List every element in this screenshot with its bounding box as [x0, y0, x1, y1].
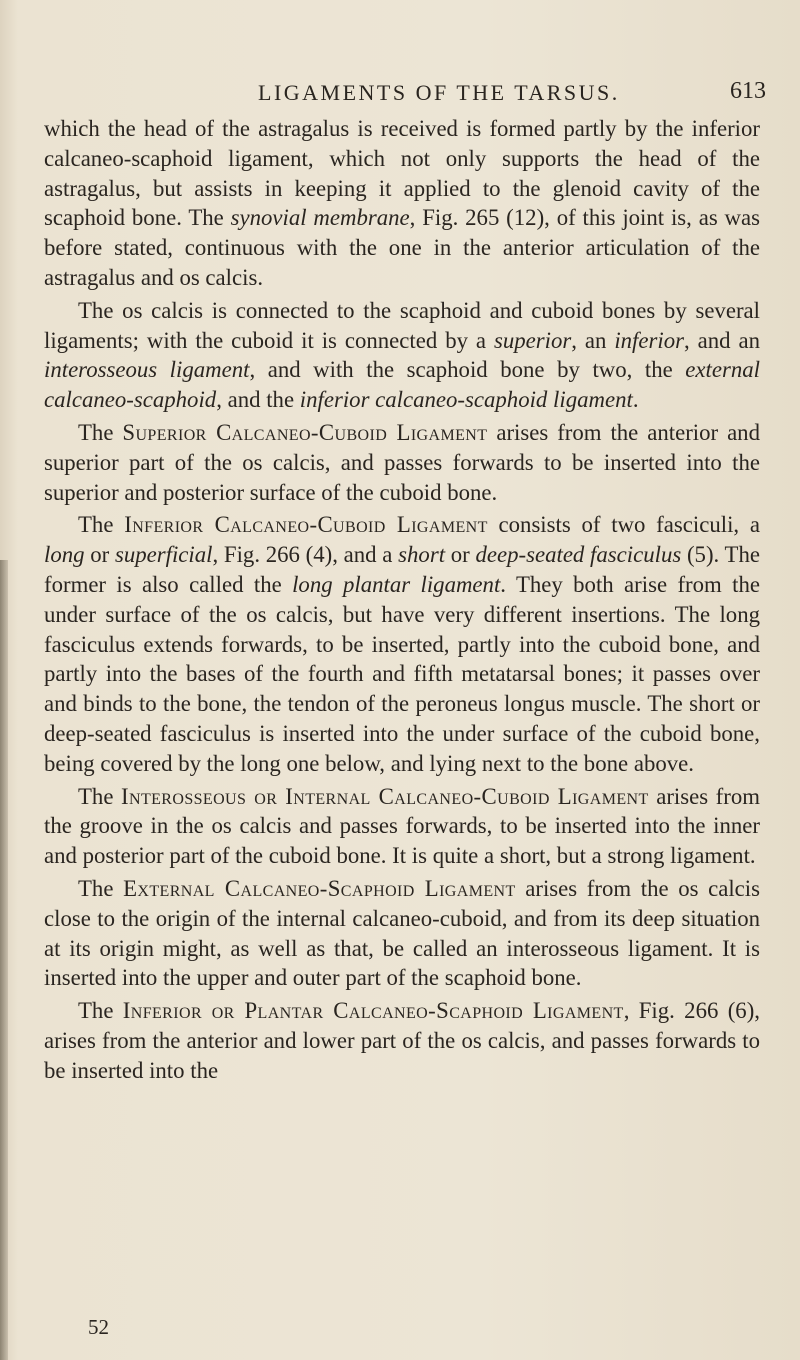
paragraph: [44, 782, 760, 871]
italic-term: interosseous ligament: [44, 357, 250, 383]
text-run: which the head of the astragalus is received is formed partly by the inferior calcaneo-scaphoid ligament, which not only supports the head of the astragalus, but assists in keeping it applied to the glenoid cavity of the scaphoid bone. The: [44, 116, 760, 231]
text-run: The: [78, 998, 123, 1024]
italic-term: deep-seated fasciculus: [475, 542, 682, 568]
italic-term: long plantar ligament: [292, 571, 501, 597]
paragraph: [44, 296, 760, 415]
italic-term: long: [44, 542, 85, 568]
text-run: The: [78, 419, 123, 445]
text-run: or: [84, 542, 115, 568]
ligament-heading: Inferior or Plantar Calcaneo-Scaphoid Ligament: [122, 998, 624, 1024]
italic-term: synovial membrane: [230, 205, 410, 231]
text-run: , and with the scaphoid bone by two, the: [249, 357, 686, 383]
text-run: The: [78, 783, 122, 809]
paragraph: [44, 874, 760, 993]
ligament-heading: Superior Calcaneo-Cuboid Ligament: [122, 419, 488, 445]
text-run: The os calcis is connected to the scaphoid and cuboid bones by several ligaments; with the cuboid it is connected by a: [44, 297, 760, 353]
text-run: , Fig. 266 (6), arises from the anterior and lower part of the os calcis, and passes forwards to be inserted into the: [44, 998, 760, 1083]
ligament-heading: Inferior Calcaneo-Cuboid Ligament: [124, 512, 488, 538]
ligament-heading: External Calcaneo-Scaphoid Ligament: [123, 875, 516, 901]
italic-term: inferior calcaneo-scaphoid ligament: [299, 387, 633, 413]
italic-term: external calcaneo-scaphoid: [44, 357, 760, 413]
body-text: [44, 114, 760, 1089]
paragraph: [44, 510, 760, 778]
paragraph: [44, 114, 760, 293]
text-run: arises from the os calcis close to the origin of the internal calcaneo-cuboid, and from its deep situation at its origin might, as well as that, be called an interosseous ligament. It is inserted into the upper and outer part of the scaphoid bone.: [44, 875, 760, 991]
ligament-heading: Interosseous or Internal Calcaneo-Cuboid Ligament: [121, 783, 649, 809]
text-run: (5). The former is also called the: [44, 542, 760, 597]
text-run: arises from the anterior and superior part of the os calcis, and passes forwards to be inserted into the superior and posterior surface of the cuboid bone.: [44, 419, 760, 505]
italic-term: superior: [493, 327, 572, 353]
text-run: , and an: [684, 327, 760, 353]
text-run: .: [632, 387, 639, 413]
text-run: The: [78, 875, 124, 901]
page-gutter-shadow: [0, 560, 8, 1360]
text-run: The: [78, 512, 125, 538]
paragraph: [44, 996, 760, 1085]
text-run: or: [445, 542, 476, 568]
paragraph: [44, 418, 760, 507]
text-run: , Fig. 265 (12), of this joint is, as was before stated, continuous with the one in the anterior articulation of the astragalus and os calcis.: [44, 205, 760, 290]
text-run: , Fig. 266 (4), and a: [212, 542, 399, 568]
text-run: arises from the groove in the os calcis and passes forwards, to be inserted into the inner and posterior part of the cuboid bone. It is quite a short, but a strong ligament.: [44, 783, 760, 869]
text-run: , and the: [216, 387, 300, 413]
text-run: . They both arise from the under surface of the os calcis, but have very different insertions. The long fasciculus extends forwards, to be inserted, partly into the cuboid bone, and partly into the bases of the fourth and fifth metatarsal bones; it passes over and binds to the bone, the tendon of the peroneus longus muscle. The short or deep-seated fasciculus is inserted into the under surface of the cuboid bone, being covered by the long one below, and lying next to the bone above.: [44, 571, 760, 776]
page-header: [0, 80, 800, 110]
signature-mark: 52: [88, 1315, 109, 1339]
italic-term: superficial: [114, 542, 213, 568]
text-run: , an: [571, 327, 615, 353]
italic-term: short: [398, 542, 446, 568]
italic-term: inferior: [614, 327, 684, 353]
running-head: LIGAMENTS OF THE TARSUS.: [258, 80, 620, 105]
text-run: consists of two fasciculi, a: [487, 512, 760, 538]
page-number: 613: [730, 78, 766, 104]
